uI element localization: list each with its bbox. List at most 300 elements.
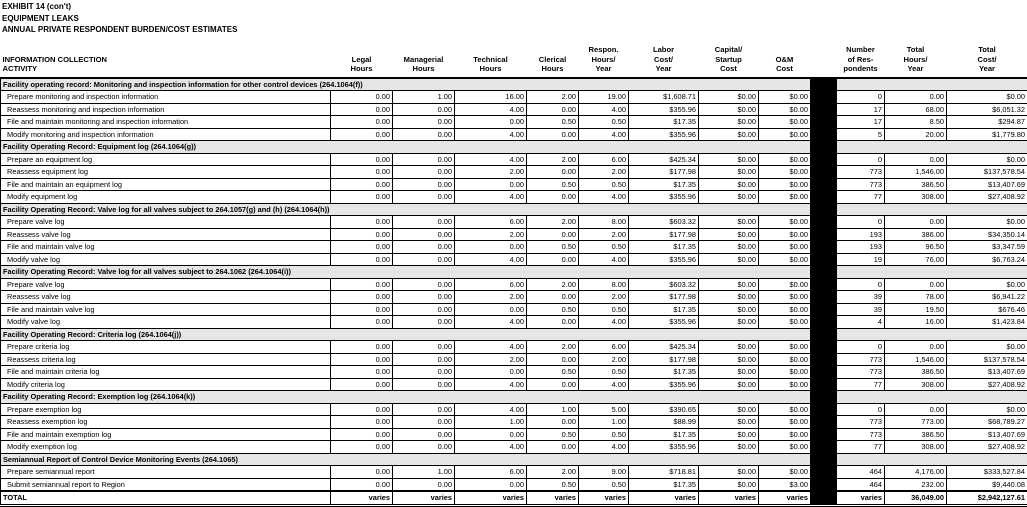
value-cell: 0.00: [885, 403, 947, 416]
value-cell: 1,546.00: [885, 353, 947, 366]
col-total-cost: Total Cost/ Year: [947, 45, 1027, 78]
value-cell: 0.00: [331, 278, 393, 291]
activity-cell: Modify exemption log: [1, 441, 331, 454]
value-cell: $13,407.69: [947, 366, 1027, 379]
value-cell: 0.00: [393, 478, 455, 491]
divider-cell: [811, 253, 837, 266]
value-cell: $27,408.92: [947, 441, 1027, 454]
divider-cell: [811, 191, 837, 204]
value-cell: 0.00: [331, 466, 393, 479]
value-cell: $13,407.69: [947, 428, 1027, 441]
col-om-cost: O&M Cost: [759, 45, 811, 78]
divider-cell: [811, 366, 837, 379]
activity-cell: Prepare valve log: [1, 216, 331, 229]
table-row: [1, 228, 1027, 241]
value-cell: 4.00: [455, 191, 527, 204]
value-cell: 19.50: [885, 303, 947, 316]
value-cell: $0.00: [699, 278, 759, 291]
table-row: [1, 91, 1027, 104]
value-cell: 2.00: [579, 353, 629, 366]
value-cell: 0.00: [331, 291, 393, 304]
value-cell: 0.00: [527, 353, 579, 366]
value-cell: 0.50: [579, 116, 629, 129]
value-cell: $0.00: [759, 191, 811, 204]
table-row: [1, 128, 1027, 141]
divider-cell: [811, 316, 837, 329]
table-row: [1, 428, 1027, 441]
value-cell: 0.00: [331, 116, 393, 129]
value-cell: 0.50: [527, 116, 579, 129]
value-cell: 0.00: [885, 278, 947, 291]
value-cell: $27,408.92: [947, 191, 1027, 204]
section-title: Facility Operating Record: Equipment log (264.1064(g)): [1, 141, 811, 154]
value-cell: 4.00: [579, 253, 629, 266]
value-cell: $0.00: [759, 153, 811, 166]
value-cell: 1.00: [527, 403, 579, 416]
value-cell: $0.00: [759, 291, 811, 304]
activity-cell: Reassess criteria log: [1, 353, 331, 366]
value-cell: 0: [837, 341, 885, 354]
activity-cell: Prepare an equipment log: [1, 153, 331, 166]
divider-cell: [811, 391, 837, 404]
value-cell: $0.00: [759, 116, 811, 129]
col-respondents: Number of Res- pondents: [837, 45, 885, 78]
value-cell: 2.00: [527, 91, 579, 104]
col-managerial-hours: Managerial Hours: [393, 45, 455, 78]
value-cell: 2.00: [527, 278, 579, 291]
value-cell: 773.00: [885, 416, 947, 429]
value-cell: $294.87: [947, 116, 1027, 129]
value-cell: $0.00: [947, 153, 1027, 166]
value-cell: 232.00: [885, 478, 947, 491]
value-cell: $355.96: [629, 103, 699, 116]
value-cell: 0.00: [331, 416, 393, 429]
total-label: TOTAL: [1, 491, 331, 505]
activity-cell: Reassess equipment log: [1, 166, 331, 179]
divider-cell: [811, 103, 837, 116]
value-cell: 8.00: [579, 216, 629, 229]
value-cell: $0.00: [759, 91, 811, 104]
value-cell: 0: [837, 153, 885, 166]
divider-cell: [811, 78, 837, 91]
col-legal-hours: Legal Hours: [331, 45, 393, 78]
value-cell: 0.00: [393, 341, 455, 354]
section-title: Semiannual Report of Control Device Monitoring Events (264.1065): [1, 453, 811, 466]
value-cell: 6.00: [579, 341, 629, 354]
activity-cell: Prepare semiannual report: [1, 466, 331, 479]
value-cell: 2.00: [455, 166, 527, 179]
burden-cost-table: [0, 45, 1027, 507]
value-cell: 0: [837, 91, 885, 104]
value-cell: 0.00: [393, 103, 455, 116]
value-cell: 0.50: [579, 428, 629, 441]
section-right-cell: [837, 266, 1027, 279]
value-cell: 0.00: [331, 366, 393, 379]
value-cell: 773: [837, 416, 885, 429]
value-cell: 0.00: [331, 316, 393, 329]
value-cell: 0.00: [527, 128, 579, 141]
value-cell: $6,051.32: [947, 103, 1027, 116]
value-cell: $3,347.59: [947, 241, 1027, 254]
activity-cell: File and maintain criteria log: [1, 366, 331, 379]
value-cell: $88.99: [629, 416, 699, 429]
divider-cell: [811, 266, 837, 279]
divider-cell: [811, 228, 837, 241]
value-cell: $0.00: [759, 316, 811, 329]
value-cell: 77: [837, 191, 885, 204]
divider-cell: [811, 491, 837, 505]
value-cell: 0.00: [331, 403, 393, 416]
table-row: [1, 278, 1027, 291]
activity-cell: Reassess valve log: [1, 228, 331, 241]
section-right-cell: [837, 328, 1027, 341]
value-cell: 0.00: [455, 428, 527, 441]
value-cell: $0.00: [699, 316, 759, 329]
divider-cell: [811, 328, 837, 341]
total-value: varies: [837, 491, 885, 505]
value-cell: $0.00: [699, 353, 759, 366]
value-cell: 0.00: [455, 241, 527, 254]
value-cell: $27,408.92: [947, 378, 1027, 391]
total-value: varies: [527, 491, 579, 505]
value-cell: $0.00: [947, 278, 1027, 291]
value-cell: 464: [837, 466, 885, 479]
value-cell: $603.32: [629, 278, 699, 291]
value-cell: 0.00: [393, 353, 455, 366]
value-cell: 1.00: [393, 466, 455, 479]
divider-cell: [811, 341, 837, 354]
value-cell: 0.00: [393, 303, 455, 316]
section-right-cell: [837, 78, 1027, 91]
value-cell: 0.00: [885, 341, 947, 354]
value-cell: $425.34: [629, 341, 699, 354]
value-cell: 0.00: [527, 441, 579, 454]
value-cell: 8.50: [885, 116, 947, 129]
section-title: Facility Operating Record: Valve log for all valves subject to 264.1062 (264.1064(i)): [1, 266, 811, 279]
col-respon-hours: Respon. Hours/ Year: [579, 45, 629, 78]
value-cell: 2.00: [527, 341, 579, 354]
total-value: varies: [579, 491, 629, 505]
value-cell: 19: [837, 253, 885, 266]
value-cell: $137,578.54: [947, 166, 1027, 179]
value-cell: $177.98: [629, 166, 699, 179]
table-row: [1, 166, 1027, 179]
value-cell: 0.00: [393, 428, 455, 441]
value-cell: 0.00: [331, 378, 393, 391]
value-cell: 0.00: [393, 278, 455, 291]
value-cell: 464: [837, 478, 885, 491]
value-cell: 78.00: [885, 291, 947, 304]
value-cell: 5: [837, 128, 885, 141]
value-cell: 308.00: [885, 378, 947, 391]
col-capital-cost: Capital/ Startup Cost: [699, 45, 759, 78]
value-cell: 0.00: [393, 441, 455, 454]
value-cell: 0.00: [331, 428, 393, 441]
divider-cell: [811, 303, 837, 316]
activity-cell: Prepare exemption log: [1, 403, 331, 416]
value-cell: $0.00: [759, 366, 811, 379]
value-cell: 0.00: [331, 353, 393, 366]
exhibit-caption: ANNUAL PRIVATE RESPONDENT BURDEN/COST ESTIMATES: [2, 24, 237, 36]
section-title: Facility Operating Record: Exemption log (264.1064(k)): [1, 391, 811, 404]
value-cell: $0.00: [759, 228, 811, 241]
value-cell: 0.00: [393, 316, 455, 329]
value-cell: 0.00: [393, 178, 455, 191]
divider-cell: [811, 278, 837, 291]
value-cell: $0.00: [759, 103, 811, 116]
value-cell: 0.00: [331, 441, 393, 454]
value-cell: 0.00: [393, 241, 455, 254]
value-cell: $6,941.22: [947, 291, 1027, 304]
value-cell: $0.00: [759, 341, 811, 354]
value-cell: $0.00: [759, 278, 811, 291]
value-cell: 77: [837, 378, 885, 391]
value-cell: 9.00: [579, 466, 629, 479]
value-cell: 6.00: [455, 216, 527, 229]
section-right-cell: [837, 453, 1027, 466]
activity-cell: Prepare monitoring and inspection information: [1, 91, 331, 104]
header-row: [1, 45, 1027, 78]
divider-cell: [811, 128, 837, 141]
value-cell: $17.35: [629, 366, 699, 379]
value-cell: $3.00: [759, 478, 811, 491]
value-cell: 0.00: [331, 228, 393, 241]
value-cell: $17.35: [629, 428, 699, 441]
value-cell: 386.50: [885, 366, 947, 379]
value-cell: $0.00: [699, 241, 759, 254]
value-cell: $0.00: [759, 441, 811, 454]
table-row: [1, 341, 1027, 354]
value-cell: 4.00: [455, 403, 527, 416]
divider-cell: [811, 428, 837, 441]
value-cell: $676.46: [947, 303, 1027, 316]
table-row: [1, 116, 1027, 129]
value-cell: $68,789.27: [947, 416, 1027, 429]
value-cell: 0.00: [331, 241, 393, 254]
value-cell: 0.50: [527, 241, 579, 254]
activity-cell: Reassess monitoring and inspection information: [1, 103, 331, 116]
exhibit-titles: [2, 1, 237, 36]
total-value: varies: [699, 491, 759, 505]
table-row: [1, 353, 1027, 366]
table-row: [1, 466, 1027, 479]
value-cell: $17.35: [629, 116, 699, 129]
value-cell: 0.00: [455, 303, 527, 316]
value-cell: 0.00: [527, 316, 579, 329]
value-cell: 96.50: [885, 241, 947, 254]
value-cell: $0.00: [699, 478, 759, 491]
col-labor-cost: Labor Cost/ Year: [629, 45, 699, 78]
value-cell: $0.00: [759, 466, 811, 479]
table-row: [1, 366, 1027, 379]
value-cell: 773: [837, 428, 885, 441]
value-cell: 0.00: [393, 166, 455, 179]
value-cell: 0.50: [527, 478, 579, 491]
exhibit-subtitle: EQUIPMENT LEAKS: [2, 13, 237, 25]
value-cell: 0.50: [527, 366, 579, 379]
value-cell: 0.00: [527, 228, 579, 241]
value-cell: 0: [837, 278, 885, 291]
value-cell: 0.00: [393, 191, 455, 204]
value-cell: 6.00: [455, 278, 527, 291]
value-cell: $0.00: [759, 403, 811, 416]
value-cell: 0.00: [393, 416, 455, 429]
value-cell: 0: [837, 403, 885, 416]
value-cell: 8.00: [579, 278, 629, 291]
activity-cell: Modify equipment log: [1, 191, 331, 204]
divider-cell: [811, 178, 837, 191]
value-cell: 773: [837, 178, 885, 191]
value-cell: 4.00: [579, 441, 629, 454]
section-right-cell: [837, 391, 1027, 404]
table-row: [1, 378, 1027, 391]
section-header-row: [1, 266, 1027, 279]
value-cell: $6,763.24: [947, 253, 1027, 266]
value-cell: 2.00: [455, 228, 527, 241]
value-cell: 39: [837, 291, 885, 304]
value-cell: $0.00: [947, 403, 1027, 416]
value-cell: 4.00: [579, 191, 629, 204]
value-cell: $355.96: [629, 191, 699, 204]
value-cell: 39: [837, 303, 885, 316]
total-value: varies: [331, 491, 393, 505]
activity-cell: Reassess exemption log: [1, 416, 331, 429]
value-cell: 6.00: [579, 153, 629, 166]
value-cell: $0.00: [699, 128, 759, 141]
value-cell: 4: [837, 316, 885, 329]
value-cell: 0.00: [527, 103, 579, 116]
col-divider: [811, 45, 837, 78]
value-cell: 19.00: [579, 91, 629, 104]
value-cell: $0.00: [759, 216, 811, 229]
value-cell: 0.00: [331, 103, 393, 116]
activity-cell: Modify valve log: [1, 253, 331, 266]
value-cell: 2.00: [579, 291, 629, 304]
value-cell: 4.00: [455, 341, 527, 354]
divider-cell: [811, 416, 837, 429]
value-cell: 193: [837, 228, 885, 241]
value-cell: $13,407.69: [947, 178, 1027, 191]
table-row: [1, 291, 1027, 304]
value-cell: 0.00: [331, 191, 393, 204]
value-cell: $0.00: [699, 116, 759, 129]
activity-cell: Submit semiannual report to Region: [1, 478, 331, 491]
value-cell: $137,578.54: [947, 353, 1027, 366]
value-cell: 2.00: [527, 466, 579, 479]
value-cell: 5.00: [579, 403, 629, 416]
value-cell: $603.32: [629, 216, 699, 229]
value-cell: 0.00: [331, 253, 393, 266]
value-cell: 773: [837, 353, 885, 366]
table-row: [1, 153, 1027, 166]
value-cell: 17: [837, 116, 885, 129]
value-cell: $0.00: [699, 191, 759, 204]
value-cell: 1.00: [579, 416, 629, 429]
value-cell: 0.00: [331, 91, 393, 104]
value-cell: $0.00: [699, 341, 759, 354]
value-cell: 6.00: [455, 466, 527, 479]
value-cell: $1,779.80: [947, 128, 1027, 141]
value-cell: 0.00: [331, 178, 393, 191]
table-row: [1, 441, 1027, 454]
value-cell: $0.00: [699, 216, 759, 229]
divider-cell: [811, 466, 837, 479]
section-header-row: [1, 141, 1027, 154]
table-row: [1, 103, 1027, 116]
value-cell: 0.00: [527, 416, 579, 429]
table-row: [1, 216, 1027, 229]
value-cell: 0.00: [527, 166, 579, 179]
value-cell: 773: [837, 366, 885, 379]
section-header-row: [1, 203, 1027, 216]
activity-cell: File and maintain monitoring and inspection information: [1, 116, 331, 129]
activity-cell: Modify criteria log: [1, 378, 331, 391]
activity-cell: Modify valve log: [1, 316, 331, 329]
activity-cell: File and maintain valve log: [1, 303, 331, 316]
value-cell: $0.00: [699, 403, 759, 416]
value-cell: $0.00: [759, 303, 811, 316]
section-header-row: [1, 328, 1027, 341]
value-cell: $0.00: [699, 166, 759, 179]
total-row: [1, 491, 1027, 505]
value-cell: $0.00: [759, 128, 811, 141]
value-cell: $425.34: [629, 153, 699, 166]
value-cell: 4.00: [455, 103, 527, 116]
table-row: [1, 191, 1027, 204]
divider-cell: [811, 116, 837, 129]
value-cell: 0.00: [393, 291, 455, 304]
value-cell: $355.96: [629, 441, 699, 454]
value-cell: $0.00: [699, 253, 759, 266]
value-cell: 0.50: [579, 303, 629, 316]
value-cell: 2.00: [527, 153, 579, 166]
value-cell: 4.00: [455, 316, 527, 329]
value-cell: 0.50: [527, 178, 579, 191]
value-cell: $0.00: [699, 91, 759, 104]
divider-cell: [811, 203, 837, 216]
value-cell: $177.98: [629, 291, 699, 304]
value-cell: 77: [837, 441, 885, 454]
value-cell: $0.00: [759, 378, 811, 391]
divider-cell: [811, 453, 837, 466]
value-cell: 0.00: [393, 253, 455, 266]
value-cell: 1.00: [393, 91, 455, 104]
value-cell: 4.00: [579, 103, 629, 116]
value-cell: 4.00: [455, 441, 527, 454]
section-right-cell: [837, 141, 1027, 154]
value-cell: 0.00: [331, 166, 393, 179]
value-cell: 1,546.00: [885, 166, 947, 179]
value-cell: $0.00: [699, 428, 759, 441]
value-cell: 4.00: [455, 128, 527, 141]
section-header-row: [1, 391, 1027, 404]
total-value: varies: [759, 491, 811, 505]
value-cell: 0.00: [393, 216, 455, 229]
value-cell: $0.00: [699, 228, 759, 241]
value-cell: 773: [837, 166, 885, 179]
divider-cell: [811, 478, 837, 491]
value-cell: 0.50: [579, 478, 629, 491]
value-cell: 0.00: [331, 153, 393, 166]
activity-cell: File and maintain an equipment log: [1, 178, 331, 191]
value-cell: 2.00: [455, 353, 527, 366]
value-cell: 0.00: [331, 478, 393, 491]
value-cell: 0.00: [455, 478, 527, 491]
total-value: varies: [455, 491, 527, 505]
col-technical-hours: Technical Hours: [455, 45, 527, 78]
value-cell: $0.00: [699, 466, 759, 479]
value-cell: 2.00: [579, 228, 629, 241]
